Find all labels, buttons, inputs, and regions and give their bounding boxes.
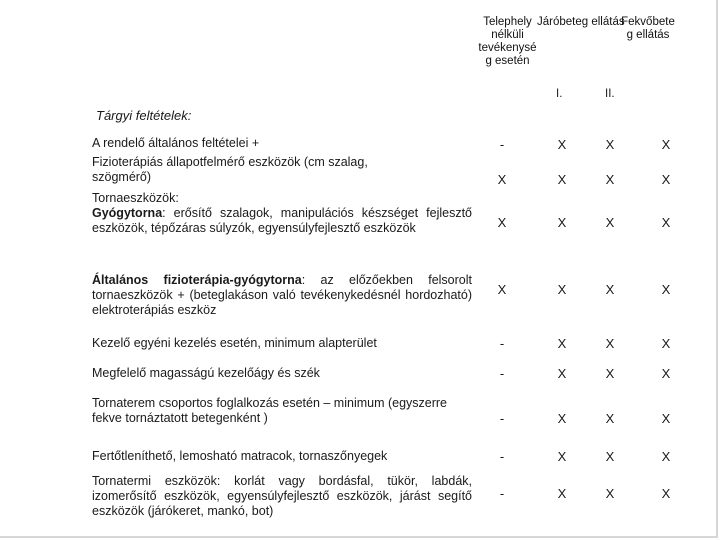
table-cell-value: X	[557, 215, 567, 230]
row-text: Megfelelő magasságú kezelőágy és szék	[92, 366, 320, 380]
table-cell-value: X	[605, 336, 615, 351]
header-col-telephely	[470, 16, 545, 68]
header-sub-ii: II.	[605, 88, 615, 100]
row-text: szögmérő)	[92, 170, 152, 185]
row-text: Tornaeszközök:	[92, 191, 179, 205]
table-cell-value: X	[557, 366, 567, 381]
header-col-telephely-line: tevékenysé	[478, 42, 537, 54]
table-row-label	[92, 155, 472, 185]
table-cell-value: X	[661, 366, 671, 381]
table-cell-value: X	[661, 282, 671, 297]
row-text: : erősítő szalagok, manipulációs készséget fejlesztő eszközök, tépőzáras súlyzók, egyensúlyfejlesztő eszközök	[92, 206, 472, 236]
table-cell-value: X	[661, 411, 671, 426]
table-cell-value: X	[605, 366, 615, 381]
table-cell-value: X	[661, 449, 671, 464]
table-cell-value: X	[497, 215, 507, 230]
row-text: Tornaterem csoportos foglalkozás esetén – minimum (egyszerre fekve tornáztatott betegenként )	[92, 396, 448, 426]
table-cell-value: X	[661, 486, 671, 501]
table-cell-value: X	[661, 215, 671, 230]
table-cell-value: X	[557, 282, 567, 297]
table-cell-value: X	[605, 411, 615, 426]
header-col-jarobeteg	[537, 16, 625, 29]
header-col-telephely-line: nélküli	[491, 29, 524, 41]
table-cell-value: X	[557, 411, 567, 426]
table-cell-value: X	[661, 172, 671, 187]
row-text: : az előzőekben felsorolt tornaeszközök + (beteglakáson való tevékenykedésnél hordozható) elektroterápiás eszköz	[92, 273, 472, 318]
table-cell-value: -	[499, 366, 505, 381]
table-row-label	[92, 336, 472, 351]
header-col-fekvobeteg-line: Fekvőbete	[621, 16, 675, 28]
row-text: Tornatermi eszközök: korlát vagy bordásfal, tükör, labdák, izomerősítő eszközök, egyensúlyfejlesztő eszközök, járást segítő eszközök (járókeret, mankó, bot)	[92, 474, 472, 519]
table-cell-value: X	[605, 137, 615, 152]
section-title: Tárgyi feltételek:	[96, 108, 192, 123]
header-col-fekvobeteg	[598, 16, 698, 42]
table-cell-value: X	[557, 336, 567, 351]
table-row-label	[92, 396, 462, 426]
table-row-label	[92, 449, 472, 464]
row-text: A rendelő általános feltételei +	[92, 136, 260, 150]
table-cell-value: X	[557, 172, 567, 187]
table-row-label	[92, 273, 472, 319]
table-cell-value: X	[605, 486, 615, 501]
table-cell-value: X	[605, 282, 615, 297]
header-col-telephely-line: g esetén	[485, 55, 530, 67]
table-cell-value: X	[605, 215, 615, 230]
row-text: Fizioterápiás állapotfelmérő eszközök (cm szalag,	[92, 155, 368, 169]
table-cell-value: -	[499, 486, 505, 501]
table-cell-value: X	[605, 172, 615, 187]
table-cell-value: X	[497, 172, 507, 187]
header-col-fekvobeteg-line: g ellátás	[626, 29, 670, 41]
table-cell-value: -	[499, 137, 505, 152]
table-cell-value: X	[557, 486, 567, 501]
table-row-label	[92, 474, 472, 520]
table-cell-value: X	[605, 449, 615, 464]
table-cell-value: X	[661, 336, 671, 351]
table-row-label	[92, 136, 472, 151]
table-cell-value: -	[499, 449, 505, 464]
table-cell-value: X	[661, 137, 671, 152]
row-text: Kezelő egyéni kezelés esetén, minimum alapterület	[92, 336, 377, 350]
header-sub-i: I.	[556, 88, 563, 100]
table-cell-value: -	[499, 336, 505, 351]
table-row-label	[92, 191, 472, 237]
table-row-label	[92, 366, 472, 381]
table-cell-value: X	[557, 137, 567, 152]
row-bold-text: Általános fizioterápia-gyógytorna	[92, 273, 302, 287]
row-text: Fertőtleníthető, lemosható matracok, tornaszőnyegek	[92, 449, 388, 463]
header-col-jarobeteg-line: Járóbeteg ellátás	[537, 16, 625, 28]
table-cell-value: X	[557, 449, 567, 464]
header-col-telephely-line: Telephely	[483, 16, 532, 28]
table-cell-value: -	[499, 411, 505, 426]
row-bold-text: Gyógytorna	[92, 206, 163, 221]
table-cell-value: X	[497, 282, 507, 297]
